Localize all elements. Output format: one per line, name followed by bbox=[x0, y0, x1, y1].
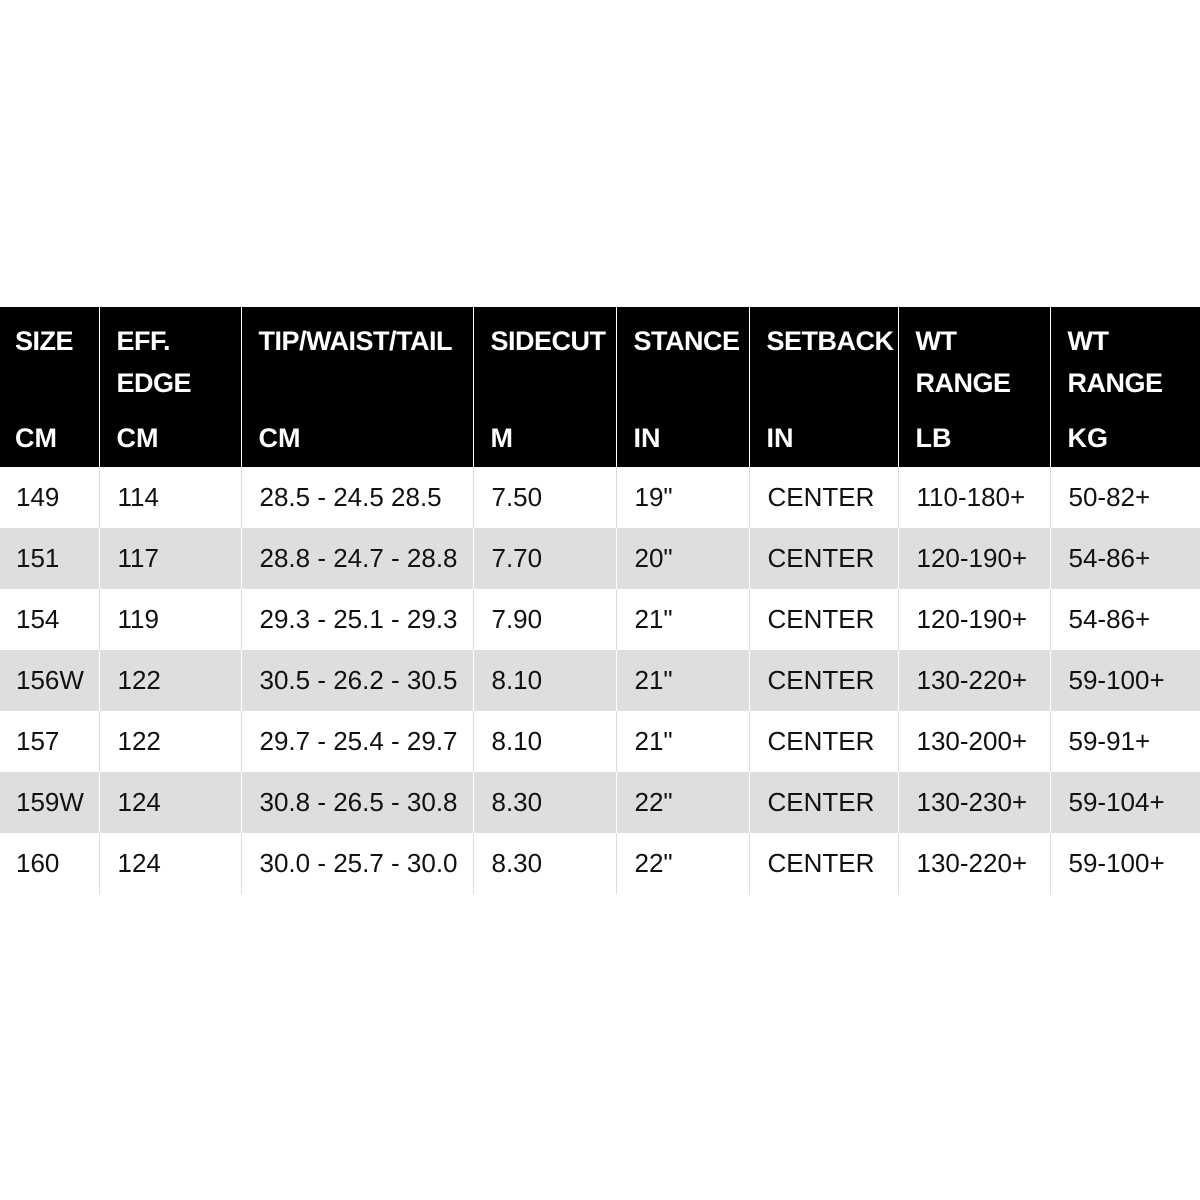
cell-wt-range-kg: 50-82+ bbox=[1050, 467, 1200, 528]
cell-setback: CENTER bbox=[749, 711, 898, 772]
header-eff-edge bbox=[99, 307, 241, 467]
cell-setback: CENTER bbox=[749, 833, 898, 894]
cell-eff-edge: 117 bbox=[99, 528, 241, 589]
cell-tip-waist-tail: 29.7 - 25.4 - 29.7 bbox=[241, 711, 473, 772]
header-unit: IN bbox=[766, 423, 794, 453]
header-wt-range-lb bbox=[898, 307, 1050, 467]
cell-eff-edge: 122 bbox=[99, 711, 241, 772]
table-row bbox=[0, 711, 1200, 772]
cell-tip-waist-tail: 30.0 - 25.7 - 30.0 bbox=[241, 833, 473, 894]
header-tip-waist-tail bbox=[241, 307, 473, 467]
cell-setback: CENTER bbox=[749, 772, 898, 833]
cell-sidecut: 7.70 bbox=[473, 528, 616, 589]
cell-wt-range-kg: 59-91+ bbox=[1050, 711, 1200, 772]
cell-tip-waist-tail: 30.8 - 26.5 - 30.8 bbox=[241, 772, 473, 833]
cell-eff-edge: 124 bbox=[99, 772, 241, 833]
cell-tip-waist-tail: 30.5 - 26.2 - 30.5 bbox=[241, 650, 473, 711]
header-label: TIP/WAIST/TAIL bbox=[258, 326, 452, 356]
cell-stance: 22" bbox=[616, 772, 749, 833]
cell-eff-edge: 114 bbox=[99, 467, 241, 528]
table-row bbox=[0, 467, 1200, 528]
cell-wt-range-kg: 59-104+ bbox=[1050, 772, 1200, 833]
header-unit: M bbox=[490, 423, 513, 453]
cell-size: 159W bbox=[0, 772, 99, 833]
size-spec-table bbox=[0, 307, 1200, 894]
header-label: WT bbox=[1067, 326, 1109, 356]
cell-sidecut: 8.30 bbox=[473, 833, 616, 894]
cell-wt-range-lb: 130-220+ bbox=[898, 650, 1050, 711]
header-stance bbox=[616, 307, 749, 467]
cell-setback: CENTER bbox=[749, 528, 898, 589]
header-size bbox=[0, 307, 99, 467]
cell-wt-range-kg: 54-86+ bbox=[1050, 528, 1200, 589]
cell-eff-edge: 122 bbox=[99, 650, 241, 711]
header-sidecut bbox=[473, 307, 616, 467]
header-label: SETBACK bbox=[766, 326, 894, 356]
table-row bbox=[0, 772, 1200, 833]
cell-wt-range-kg: 54-86+ bbox=[1050, 589, 1200, 650]
header-label: RANGE bbox=[915, 368, 1011, 398]
cell-wt-range-kg: 59-100+ bbox=[1050, 650, 1200, 711]
cell-size: 151 bbox=[0, 528, 99, 589]
cell-stance: 21" bbox=[616, 650, 749, 711]
cell-sidecut: 7.90 bbox=[473, 589, 616, 650]
header-label: EFF. bbox=[116, 326, 171, 356]
header-setback bbox=[749, 307, 898, 467]
cell-eff-edge: 119 bbox=[99, 589, 241, 650]
table-row bbox=[0, 650, 1200, 711]
header-wt-range-kg bbox=[1050, 307, 1200, 467]
table-body bbox=[0, 467, 1200, 894]
table-row bbox=[0, 528, 1200, 589]
cell-wt-range-lb: 120-190+ bbox=[898, 589, 1050, 650]
cell-wt-range-lb: 120-190+ bbox=[898, 528, 1050, 589]
cell-wt-range-lb: 130-220+ bbox=[898, 833, 1050, 894]
cell-stance: 21" bbox=[616, 589, 749, 650]
header-label: WT bbox=[915, 326, 957, 356]
cell-stance: 19" bbox=[616, 467, 749, 528]
cell-setback: CENTER bbox=[749, 650, 898, 711]
header-label: SIDECUT bbox=[490, 326, 606, 356]
table-row bbox=[0, 833, 1200, 894]
cell-size: 156W bbox=[0, 650, 99, 711]
table-header bbox=[0, 307, 1200, 467]
header-label: EDGE bbox=[116, 368, 192, 398]
cell-size: 157 bbox=[16, 726, 60, 756]
header-unit: CM bbox=[116, 423, 159, 453]
cell-eff-edge: 124 bbox=[99, 833, 241, 894]
cell-size: 154 bbox=[16, 604, 60, 634]
header-unit: IN bbox=[633, 423, 661, 453]
cell-sidecut: 8.10 bbox=[473, 711, 616, 772]
cell-wt-range-kg: 59-100+ bbox=[1050, 833, 1200, 894]
header-unit: LB bbox=[915, 423, 952, 453]
cell-wt-range-lb: 130-230+ bbox=[898, 772, 1050, 833]
cell-sidecut: 8.10 bbox=[473, 650, 616, 711]
table-row bbox=[0, 589, 1200, 650]
header-unit: CM bbox=[258, 423, 301, 453]
cell-wt-range-lb: 130-200+ bbox=[898, 711, 1050, 772]
cell-setback: CENTER bbox=[749, 467, 898, 528]
cell-setback: CENTER bbox=[749, 589, 898, 650]
header-unit: KG bbox=[1067, 423, 1108, 453]
cell-wt-range-lb: 110-180+ bbox=[898, 467, 1050, 528]
cell-size: 160 bbox=[16, 848, 60, 878]
cell-stance: 22" bbox=[616, 833, 749, 894]
cell-tip-waist-tail: 28.8 - 24.7 - 28.8 bbox=[241, 528, 473, 589]
cell-sidecut: 7.50 bbox=[473, 467, 616, 528]
header-label: STANCE bbox=[633, 326, 740, 356]
cell-stance: 20" bbox=[616, 528, 749, 589]
header-unit: CM bbox=[15, 423, 57, 453]
cell-size: 149 bbox=[16, 482, 60, 512]
cell-tip-waist-tail: 28.5 - 24.5 28.5 bbox=[241, 467, 473, 528]
header-label: SIZE bbox=[15, 326, 74, 356]
header-row bbox=[0, 307, 1200, 467]
cell-sidecut: 8.30 bbox=[473, 772, 616, 833]
header-label: RANGE bbox=[1067, 368, 1163, 398]
cell-tip-waist-tail: 29.3 - 25.1 - 29.3 bbox=[241, 589, 473, 650]
cell-stance: 21" bbox=[616, 711, 749, 772]
